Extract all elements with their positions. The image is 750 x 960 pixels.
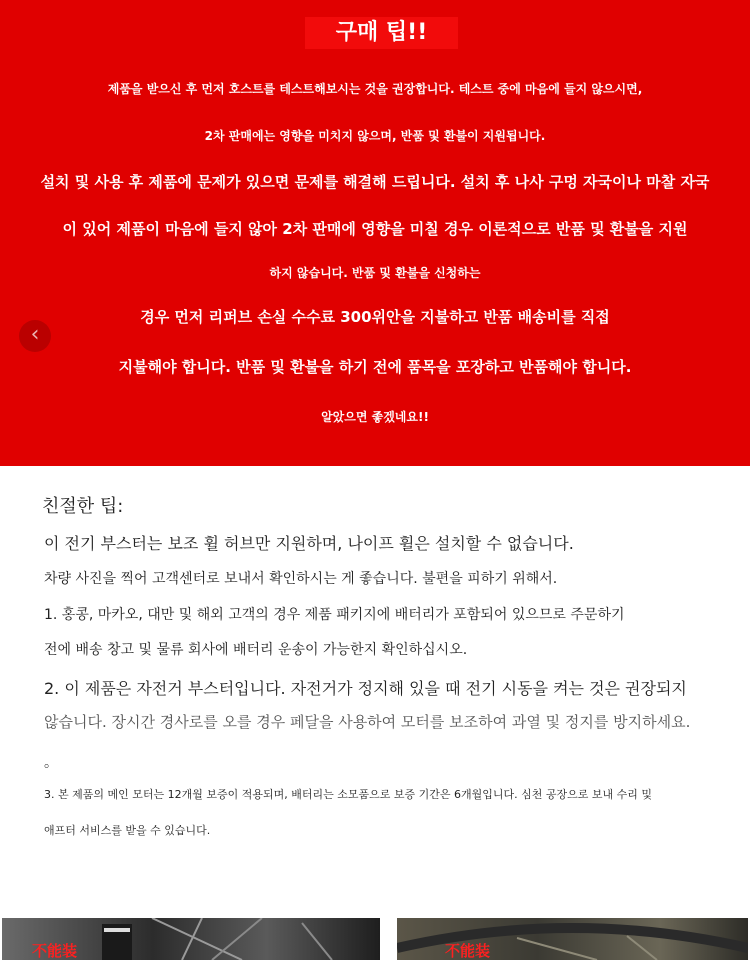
- chevron-left-icon: ‹: [30, 322, 40, 347]
- banner-line-7: 지불해야 합니다. 반품 및 환불을 하기 전에 품목을 포장하고 반품해야 합니다.: [118, 358, 632, 376]
- banner-line-6: 경우 먼저 리퍼브 손실 수수료 300위안을 지불하고 반품 배송비를 직접: [140, 308, 610, 326]
- left-photo-overlay-text: 不能装: [32, 942, 78, 960]
- tips-heading: 친절한 팁:: [42, 496, 124, 517]
- tip-line-4: 전에 배송 창고 및 물류 회사에 배터리 운송이 가능한지 확인하십시오.: [44, 642, 468, 658]
- banner-line-1: 제품을 받으신 후 먼저 호스트를 테스트해보시는 것을 권장합니다. 테스트 중에 마음에 들지 않으시면,: [107, 82, 643, 96]
- banner-line-3: 설치 및 사용 후 제품에 문제가 있으면 문제를 해결해 드립니다. 설치 후 나사 구멍 자국이나 마찰 자국: [40, 173, 710, 191]
- purchase-tips-banner: [0, 0, 750, 466]
- banner-line-5: 하지 않습니다. 반품 및 환불을 신청하는: [269, 266, 481, 280]
- tip-line-9: 애프터 서비스를 받을 수 있습니다.: [44, 824, 211, 837]
- tip-line-8: 3. 본 제품의 메인 모터는 12개월 보증이 적용되며, 배터리는 소모품으로 보증 기간은 6개월입니다. 심천 공장으로 보내 수리 및: [44, 788, 652, 801]
- banner-line-8: 알았으면 좋겠네요!!: [321, 410, 429, 424]
- product-photo-left: [2, 918, 380, 960]
- banner-line-4: 이 있어 제품이 마음에 들지 않아 2차 판매에 영향을 미칠 경우 이론적으로 반품 및 환불을 지원: [62, 220, 688, 238]
- banner-title: 구매 팁!!: [305, 17, 458, 49]
- tip-line-6: 않습니다. 장시간 경사로를 오를 경우 페달을 사용하여 모터를 보조하여 과열 및 정지를 방지하세요.: [44, 713, 691, 731]
- tip-line-5: 2. 이 제품은 자전거 부스터입니다. 자전거가 정지해 있을 때 전기 시동을 켜는 것은 권장되지: [44, 679, 687, 698]
- carousel-prev-button[interactable]: [19, 320, 51, 352]
- tip-line-3: 1. 홍콩, 마카오, 대만 및 해외 고객의 경우 제품 패키지에 배터리가 포함되어 있으므로 주문하기: [44, 607, 625, 623]
- right-photo-overlay-text: 不能装: [445, 942, 491, 960]
- tip-line-1: 이 전기 부스터는 보조 휠 허브만 지원하며, 나이프 휠은 설치할 수 없습니다.: [44, 534, 574, 553]
- product-photo-right: [397, 918, 748, 960]
- tip-line-7: 。: [44, 755, 58, 771]
- banner-line-2: 2차 판매에는 영향을 미치지 않으며, 반품 및 환불이 지원됩니다.: [204, 129, 546, 143]
- tip-line-2: 차량 사진을 찍어 고객센터로 보내서 확인하시는 게 좋습니다. 불편을 피하기 위해서.: [44, 571, 558, 587]
